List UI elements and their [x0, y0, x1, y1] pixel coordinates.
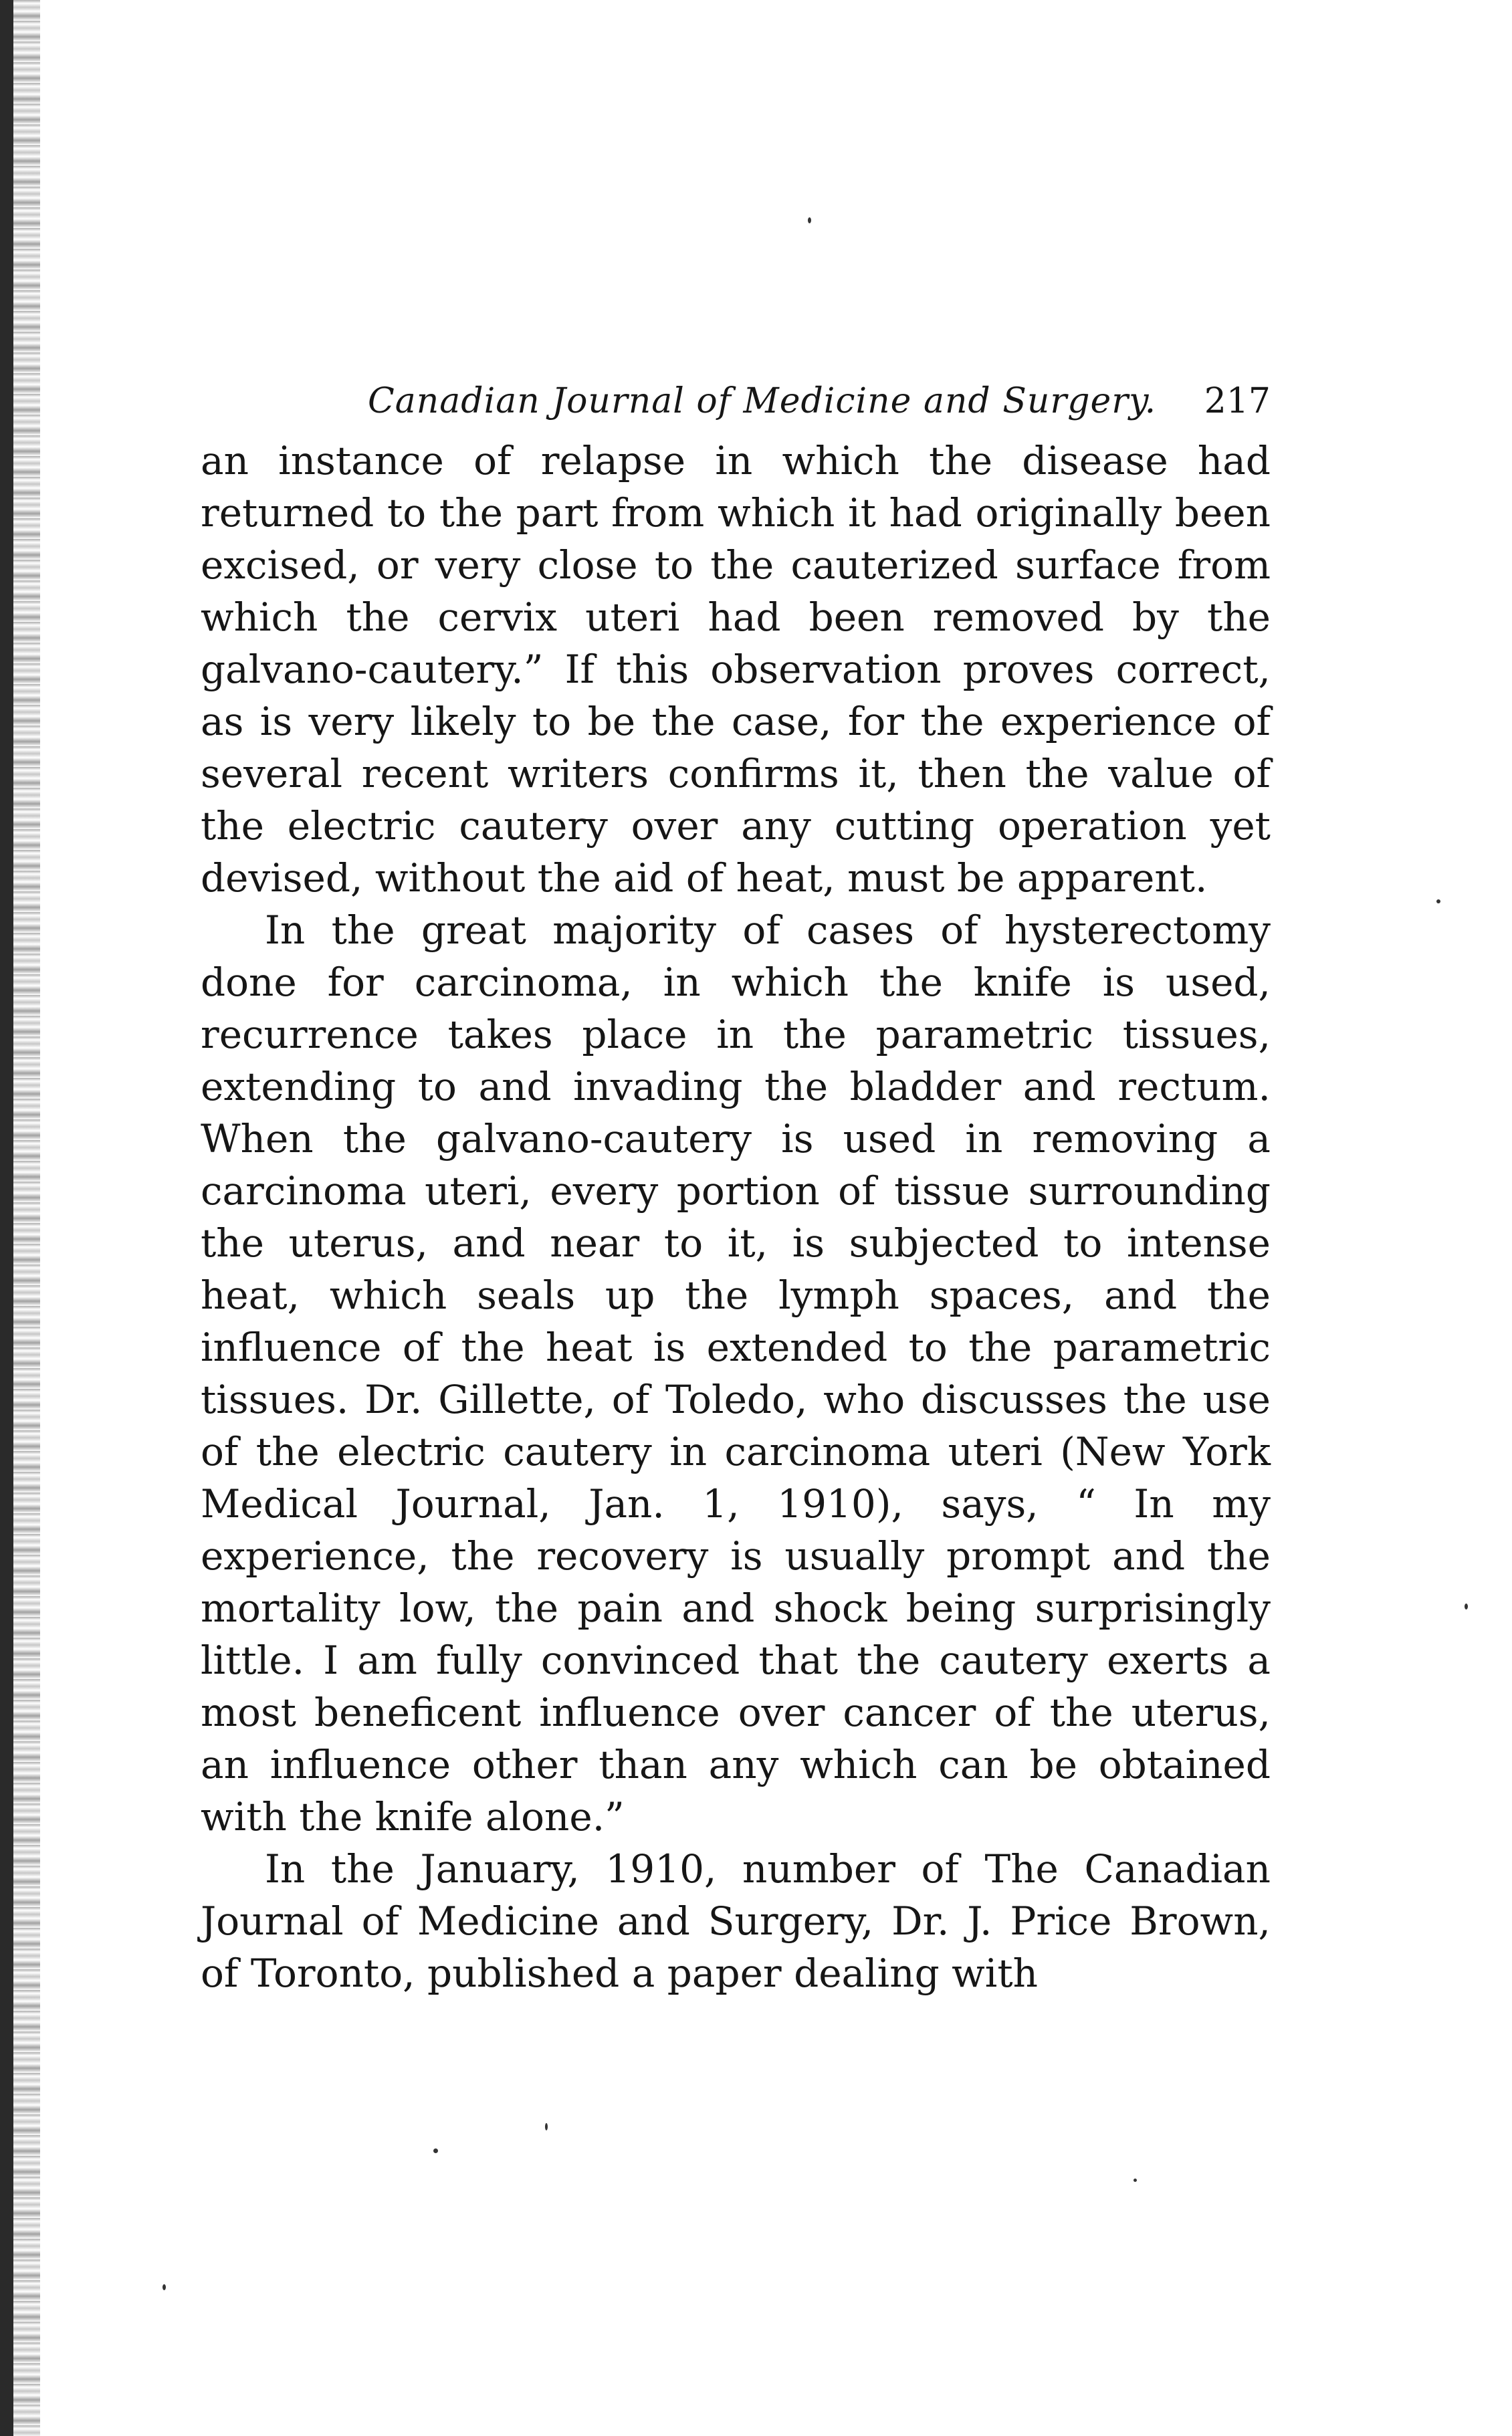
paragraph-continuation: an instance of relapse in which the disease had returned to the part from which it had originally been excised, or very close to the cauterized surface from which the cervix uteri had been removed by the galvano-cautery.” If this observation proves correct, as is very likely to be the case, for the experience of several recent writers confirms it, then the value of the electric cautery over any cutting operation yet devised, without the aid of heat, must be apparent.	[201, 438, 1271, 901]
running-title: Canadian Journal of Medicine and Surgery.	[368, 381, 1157, 421]
running-head	[201, 374, 1271, 435]
paragraph-january-issue: In the January, 1910, number of The Canadian Journal of Medicine and Surgery, Dr. J. Price Brown, of Toronto, published a paper dealing with	[201, 1846, 1271, 1996]
paragraph-hysterectomy: In the great majority of cases of hysterectomy done for carcinoma, in which the knife is used, recurrence takes place in the parametric tissues, extending to and invading the bladder and rectum. When the galvano-cautery is used in removing a carcinoma uteri, every portion of tissue surrounding the uterus, and near to it, is subjected to intense heat, which seals up the lymph spaces, and the influence of the heat is extended to the parametric tissues. Dr. Gillette, of Toledo, who discusses the use of the electric cautery in carcinoma uteri (New York Medical Journal, Jan. 1, 1910), says, “ In my experience, the recovery is usually prompt and the mortality low, the pain and shock being surprisingly little. I am fully convinced that the cautery exerts a most beneficent influence over cancer of the uterus, an influence other than any which can be obtained with the knife alone.”	[201, 907, 1271, 1840]
body-text	[201, 435, 1271, 1999]
page-number: 217	[1204, 381, 1271, 421]
page-binding-edge	[0, 0, 40, 2436]
book-page	[201, 374, 1271, 1999]
